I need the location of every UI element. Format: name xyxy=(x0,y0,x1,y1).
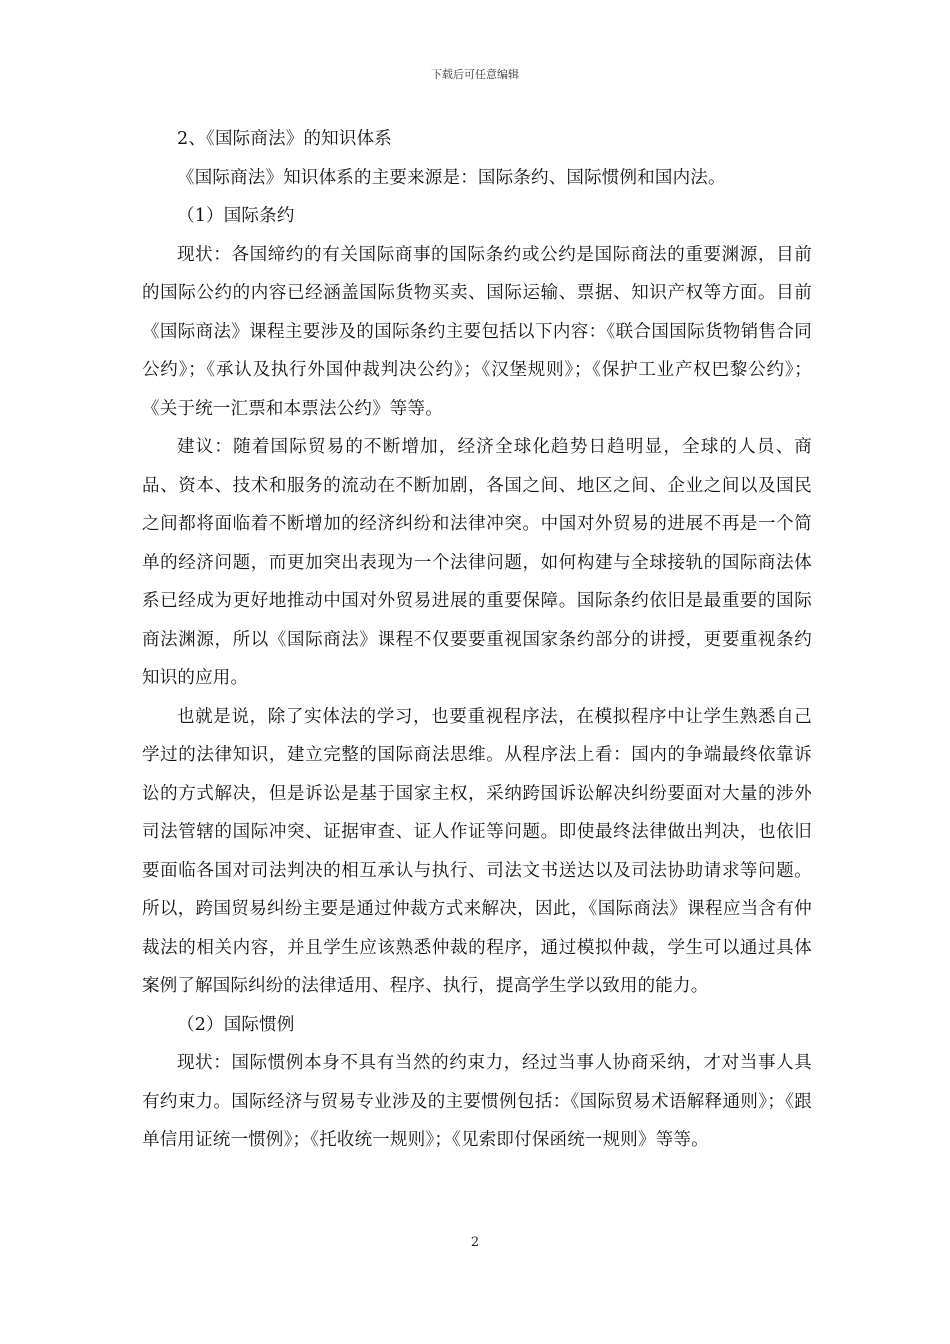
procedural-law-paragraph: 也就是说，除了实体法的学习，也要重视程序法，在模拟程序中让学生熟悉自己学过的法律知识，建立完整的国际商法思维。从程序法上看：国内的争端最终依靠诉讼的方式解决，但是诉讼是基于国家主权，采纳跨国诉讼解决纠纷要面对大量的涉外司法管辖的国际冲突、证据审查、证人作证等问题。即使最终法律做出判决，也依旧要面临各国对司法判决的相互承认与执行、司法文书送达以及司法协助请求等问题。所以，跨国贸易纠纷主要是通过仲裁方式来解决，因此，《国际商法》课程应当含有仲裁法的相关内容，并且学生应该熟悉仲裁的程序，通过模拟仲裁，学生可以通过具体案例了解国际纠纷的法律适用、程序、执行，提高学生学以致用的能力。 xyxy=(142,706,812,996)
page-header: 下载后可任意编辑 xyxy=(431,68,519,81)
subheading-international-treaties: （1）国际条约 xyxy=(177,206,295,226)
practice-status-paragraph: 现状：国际惯例本身不具有当然的约束力，经过当事人协商采纳，才对当事人具有约束力。国际经济与贸易专业涉及的主要惯例包括：《国际贸易术语解释通则》；《跟单信用证统一惯例》；《托收统一规则》；《见索即付保函统一规则》等等。 xyxy=(142,1053,812,1150)
document-body xyxy=(142,120,812,1160)
section-heading: 2、《国际商法》的知识体系 xyxy=(177,129,392,149)
treaties-status-paragraph: 现状：各国缔约的有关国际商事的国际条约或公约是国际商法的重要渊源，目前的国际公约的内容已经涵盖国际货物买卖、国际运输、票据、知识产权等方面。目前《国际商法》课程主要涉及的国际条约主要包括以下内容：《联合国国际货物销售合同公约》；《承认及执行外国仲裁判决公约》；《汉堡规则》；《保护工业产权巴黎公约》；《关于统一汇票和本票法公约》等等。 xyxy=(142,244,812,419)
page-number: 2 xyxy=(470,1235,480,1250)
subheading-international-practice: （2）国际惯例 xyxy=(177,1014,295,1035)
intro-paragraph: 《国际商法》知识体系的主要来源是：国际条约、国际惯例和国内法。 xyxy=(177,167,726,188)
treaties-suggestion-paragraph: 建议：随着国际贸易的不断增加，经济全球化趋势日趋明显，全球的人员、商品、资本、技术和服务的流动在不断加剧，各国之间、地区之间、企业之间以及国民之间都将面临着不断增加的经济纠纷和法律冲突。中国对外贸易的进展不再是一个简单的经济问题，而更加突出表现为一个法律问题，如何构建与全球接轨的国际商法体系已经成为更好地推动中国对外贸易进展的重要保障。国际条约依旧是最重要的国际商法渊源，所以《国际商法》课程不仅要要重视国家条约部分的讲授，更要重视条约知识的应用。 xyxy=(142,437,812,688)
